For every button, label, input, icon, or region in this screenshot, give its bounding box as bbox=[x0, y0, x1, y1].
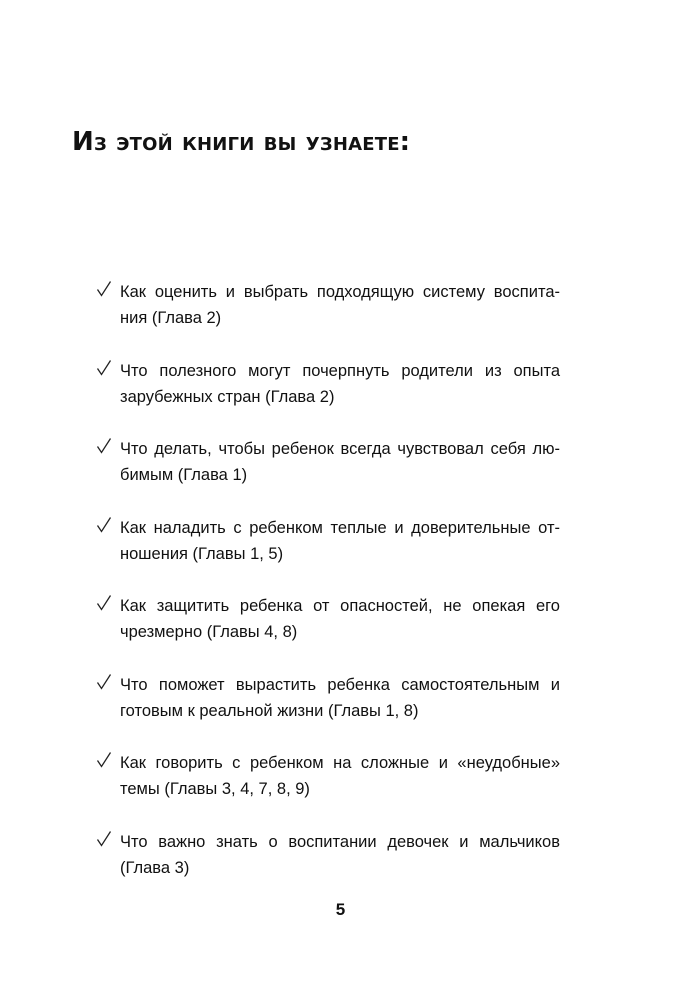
list-item bbox=[96, 279, 564, 358]
text-line: темы (Главы 3, 4, 7, 8, 9) bbox=[120, 780, 310, 798]
text-line: бимым (Глава 1) bbox=[120, 466, 248, 484]
text-line: Что важно знать о воспитании девочек и мальчиков bbox=[120, 832, 560, 851]
list-item-text bbox=[120, 593, 560, 645]
text-line: Как наладить с ребенком теплые и доверительные от- bbox=[120, 518, 560, 537]
text-line: (Глава 3) bbox=[120, 858, 190, 877]
text-line: ния (Глава 2) bbox=[120, 309, 222, 327]
list-item bbox=[96, 672, 564, 751]
checkmark-icon bbox=[96, 516, 112, 534]
list-item bbox=[96, 750, 564, 829]
checkmark-icon bbox=[96, 594, 112, 612]
list-item-text bbox=[120, 829, 560, 881]
checkmark-icon bbox=[96, 830, 112, 848]
text-line: Что поможет вырастить ребенка самостоятельным и bbox=[120, 675, 560, 694]
text-line: Что делать, чтобы ребенок всегда чувствовал себя лю- bbox=[120, 440, 560, 458]
list-item-text bbox=[120, 750, 560, 802]
text-line: зарубежных стран (Глава 2) bbox=[120, 387, 335, 406]
list-item-text bbox=[120, 515, 560, 567]
checkmark-icon bbox=[96, 673, 112, 691]
benefits-list bbox=[96, 279, 564, 907]
page-number: 5 bbox=[335, 900, 346, 919]
checkmark-icon bbox=[96, 751, 112, 769]
text-line: чрезмерно (Главы 4, 8) bbox=[120, 623, 298, 641]
list-item bbox=[96, 593, 564, 672]
list-item bbox=[96, 829, 564, 908]
list-item bbox=[96, 515, 564, 594]
text-line: Как защитить ребенка от опасностей, не опекая его bbox=[120, 597, 560, 615]
list-item bbox=[96, 436, 564, 515]
text-line: Что полезного могут почерпнуть родители из опыта bbox=[120, 361, 560, 380]
text-line: ношения (Главы 1, 5) bbox=[120, 544, 284, 563]
text-line: готовым к реальной жизни (Главы 1, 8) bbox=[120, 701, 419, 720]
list-item-text bbox=[120, 279, 560, 331]
checkmark-icon bbox=[96, 437, 112, 455]
text-line: Как говорить с ребенком на сложные и «неудобные» bbox=[120, 754, 560, 772]
list-item-text bbox=[120, 672, 560, 724]
checkmark-icon bbox=[96, 359, 112, 377]
page-heading: Из этой книги вы узнаете: bbox=[72, 127, 411, 157]
list-item-text bbox=[120, 358, 560, 410]
checkmark-icon bbox=[96, 280, 112, 298]
list-item bbox=[96, 358, 564, 437]
list-item-text bbox=[120, 436, 560, 488]
text-line: Как оценить и выбрать подходящую систему воспита- bbox=[120, 283, 560, 301]
